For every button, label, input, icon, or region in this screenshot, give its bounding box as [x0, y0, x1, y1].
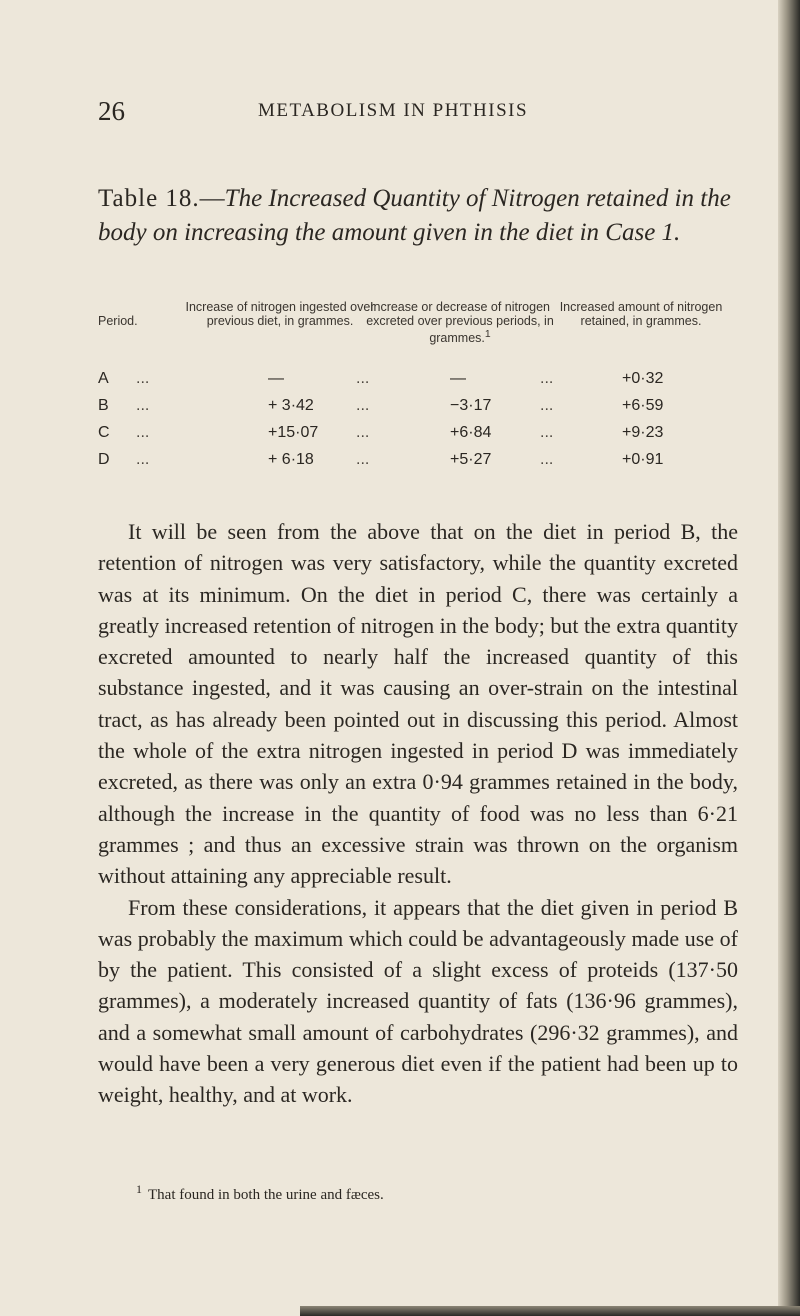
header-period: Period.: [98, 314, 138, 328]
footnote: [136, 1182, 736, 1204]
header-footnote-ref: 1: [484, 329, 491, 340]
paragraph: From these considerations, it appears that the diet given in period B was probably the maximum which could be advantageously made use of by the patient. This consisted of a slight excess of proteids (137·50 grammes), a moderately increased quantity of fats (136·96 grammes), and a somewhat small amount of carbohydrates (296·32 grammes), and would have been a very generous diet even if the patient had been up to weight, healthy, and at work.: [98, 894, 738, 1108]
leader-dots: ...: [136, 424, 150, 441]
leader-dots: ...: [356, 397, 370, 414]
leader-dots: ...: [540, 370, 554, 387]
cell-retained: +9·23: [622, 424, 664, 441]
page-number: 26: [98, 96, 125, 126]
leader-dots: ...: [540, 397, 554, 414]
leader-dots: ...: [136, 370, 150, 387]
cell-ingested: —: [268, 370, 284, 387]
table-row: [98, 424, 738, 448]
running-title: METABOLISM IN PHTHISIS: [258, 100, 529, 121]
cell-excreted: —: [450, 370, 466, 387]
cell-period: C: [98, 424, 110, 441]
paragraph: It will be seen from the above that on the diet in period B, the retention of nitrogen was very satisfactory, while the quantity excreted was at its minimum. On the diet in period C, there was certainly a greatly increased retention of nitrogen in the body; but the extra quantity excreted amounted to nearly half the increased quantity of this substance ingested, and it was causing an over-strain on the intestinal tract, as has already been pointed out in discussing this period. Almost the whole of the extra nitrogen ingested in period D was immediately excreted, as there was only an extra 0·94 grammes retained in the body, although the increase in the quantity of food was no less than 6·21 grammes ; and thus an excessive strain was thrown on the organism without attaining any appreciable result.: [98, 519, 738, 889]
table-row: [98, 370, 738, 394]
header-excreted-text: Increase or decrease of nitrogen excreted over previous periods, in grammes.: [366, 300, 554, 346]
leader-dots: ...: [356, 424, 370, 441]
table-title: The Increased Quantity of Nitrogen retained in the body on increasing the amount given in the diet in Case 1.: [98, 185, 731, 246]
header-ingested: Increase of nitrogen ingested over previous diet, in grammes.: [185, 300, 375, 328]
cell-retained: +0·32: [622, 370, 664, 387]
cell-excreted: +6·84: [450, 424, 492, 441]
footnote-text: That found in both the urine and fæces.: [148, 1187, 384, 1203]
header-excreted: [360, 300, 560, 345]
leader-dots: ...: [540, 451, 554, 468]
cell-excreted: −3·17: [450, 397, 492, 414]
footnote-marker: 1: [136, 1182, 142, 1196]
table-row: [98, 397, 738, 421]
table-caption: [98, 182, 738, 250]
page-bottom-shadow: [300, 1306, 800, 1316]
cell-period: D: [98, 451, 110, 468]
table-row: [98, 451, 738, 475]
leader-dots: ...: [136, 451, 150, 468]
table-label: Table 18.: [98, 185, 200, 212]
leader-dots: ...: [356, 370, 370, 387]
body-text: [98, 516, 738, 1111]
leader-dots: ...: [356, 451, 370, 468]
cell-period: A: [98, 370, 109, 387]
cell-ingested: + 6·18: [268, 451, 314, 468]
leader-dots: ...: [540, 424, 554, 441]
cell-excreted: +5·27: [450, 451, 492, 468]
leader-dots: ...: [136, 397, 150, 414]
page-edge-shadow: [778, 0, 800, 1316]
header-retained: Increased amount of nitrogen retained, in grammes.: [559, 300, 723, 328]
caption-dash: —: [199, 185, 225, 212]
page-header: [0, 96, 780, 126]
cell-retained: +0·91: [622, 451, 664, 468]
cell-ingested: +15·07: [268, 424, 319, 441]
cell-period: B: [98, 397, 109, 414]
cell-ingested: + 3·42: [268, 397, 314, 414]
cell-retained: +6·59: [622, 397, 664, 414]
